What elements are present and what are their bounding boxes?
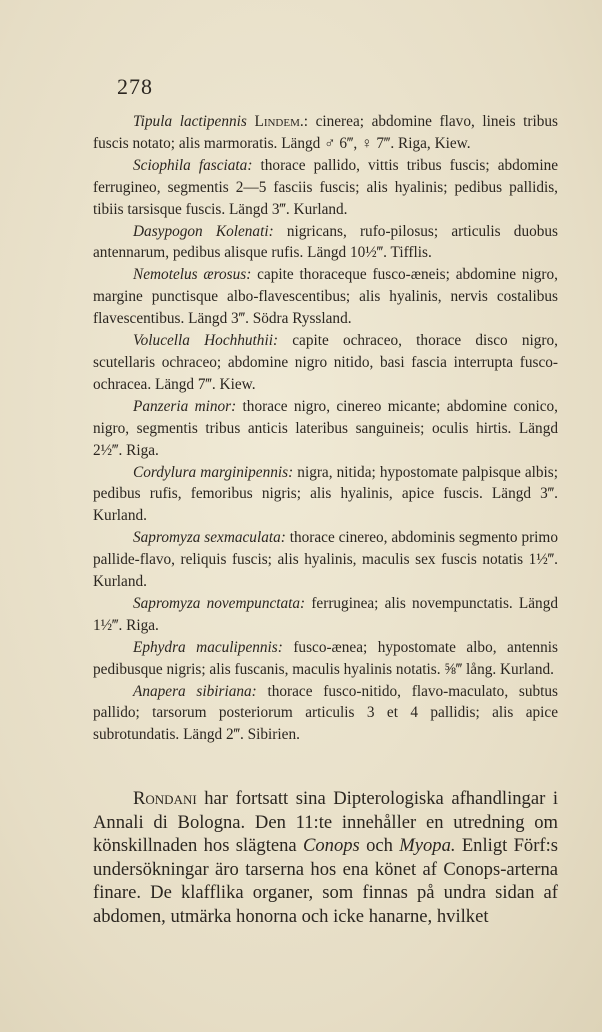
entry-description: capite thoraceque fusco-æneis; abdomine nigro, margine punctisque albo-flavescentibus; alis hyalinis, nervis costalibus flavescentibus. Längd 3‴. Södra Ryssland.: [93, 266, 558, 328]
species-entry: [93, 527, 558, 593]
species-entry: [93, 396, 558, 462]
paragraph-author: Rondani: [133, 788, 197, 809]
entry-description: nigricans, rufo-pilosus; articulis duobus antennarum, pedibus alisque rufis. Längd 10½‴. Tifflis.: [93, 222, 559, 262]
taxon-name: Nemotelus ærosus:: [133, 266, 252, 284]
paragraph-text: [93, 787, 558, 929]
species-entry: [93, 681, 558, 747]
species-entry: [93, 111, 558, 155]
entry-description: thorace cinereo, abdominis segmento primo pallide-flavo, reliquis fuscis; alis hyalinis, maculis sex fuscis notatis 1½‴. Kurland.: [93, 529, 558, 591]
page-number: 278: [117, 74, 153, 99]
species-entry: [93, 221, 558, 265]
taxon-name: Panzeria minor:: [133, 397, 237, 415]
species-entry: [93, 593, 558, 637]
taxon-name: Sciophila fasciata:: [133, 156, 253, 174]
entry-description: ferruginea; alis novempunctatis. Längd 1½‴. Riga.: [93, 594, 558, 634]
paragraph-text-3: Enligt Förf:s undersökningar äro tarserna hos ena könet af Conops-arterna finare. De klafflika organer, som finnas på undra sidan af abdomen, utmärka honorna och icke hanarne, hvilket: [93, 835, 559, 927]
entry-description: nigra, nitida; hypostomate palpisque albis; pedibus rufis, femoribus nigris; alis hyalinis, apice fuscis. Längd 3‴. Kurland.: [93, 463, 558, 525]
species-entry: [93, 637, 558, 681]
entry-description: thorace nigro, cinereo micante; abdomine conico, nigro, segmentis tribus anticis lateribus sanguineis; oculis hirtis. Längd 2½‴. Riga.: [93, 397, 558, 459]
taxon-name: Ephydra maculipennis:: [133, 638, 283, 656]
taxon-name: Anapera sibiriana:: [133, 682, 257, 700]
entry-description: cinerea; abdomine flavo, lineis tribus fuscis notato; alis marmoratis. Längd ♂ 6‴, ♀ 7‴. Riga, Kiew.: [93, 113, 559, 152]
paragraph-text-1: har fortsatt sina Dipterologiska afhandlingar i Annali di Bologna. Den 11:te innehåller en utredning om könskillnaden hos slägtena: [93, 788, 558, 857]
genus-conops: Conops: [302, 835, 360, 857]
taxon-name: Sapromyza novempunctata:: [133, 594, 306, 612]
genus-myopa: Myopa.: [399, 835, 456, 857]
species-entry: [93, 462, 558, 528]
taxon-name: Tipula lactipennis: [133, 113, 247, 130]
taxon-author: Lindem.:: [254, 113, 308, 130]
entry-description: thorace fusco-nitido, flavo-maculato, subtus pallido; tarsorum posteriorum articulis 3 et 4 pallidis; alis apice subrotundatis. Längd 2‴. Sibirien.: [93, 682, 558, 744]
taxon-name: Cordylura marginipennis:: [133, 463, 294, 481]
species-entry: [93, 264, 558, 330]
entry-description: thorace pallido, vittis tribus fuscis; abdomine ferrugineo, segmentis 2—5 fasciis fuscis; alis hyalinis; pedibus pallidis, tibiis tarsisque fuscis. Längd 3‴. Kurland.: [93, 156, 559, 218]
species-entry: [93, 330, 558, 396]
species-descriptions: [93, 111, 558, 746]
taxon-name: Dasypogon Kolenati:: [133, 222, 274, 240]
taxon-name: Volucella Hochhuthii:: [133, 332, 279, 350]
entry-description: capite ochraceo, thorace disco nigro, scutellaris ochraceo; abdomine nigro nitido, basi fascia interrupta fusco-ochracea. Längd 7‴. Kiew.: [93, 332, 558, 393]
entry-description: fusco-ænea; hypostomate albo, antennis pedibusque nigris; alis fuscanis, maculis hyalinis notatis. ⅝‴ lång. Kurland.: [93, 638, 559, 678]
taxon-name: Sapromyza sexmaculata:: [133, 529, 286, 547]
paragraph-text-2: och: [359, 835, 400, 857]
species-entry: [93, 155, 558, 221]
rondani-paragraph: [93, 787, 558, 929]
